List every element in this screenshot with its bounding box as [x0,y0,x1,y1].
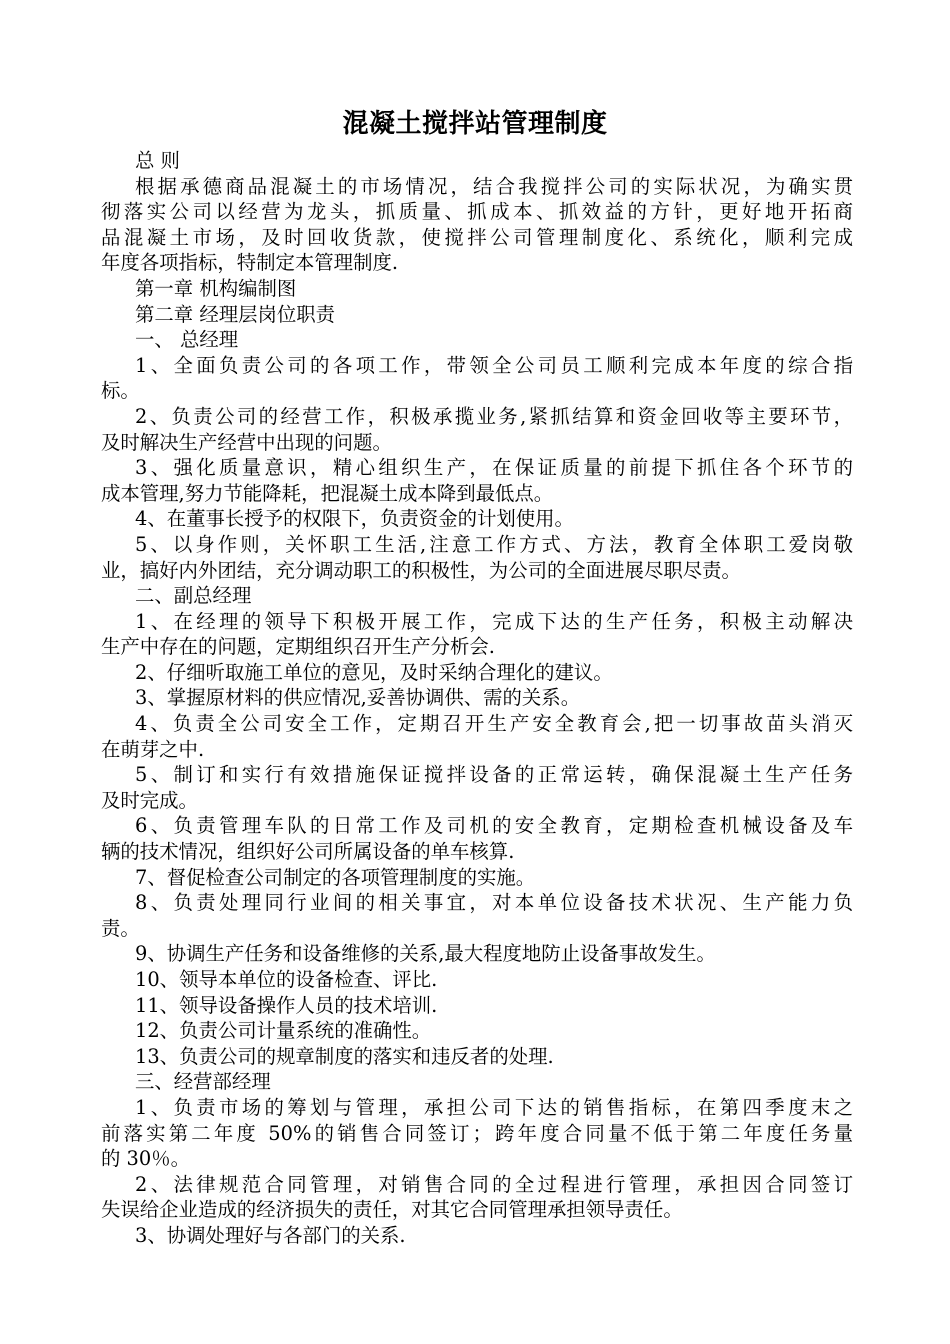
text-line: 一、 总经理 [135,328,239,352]
text-line: 6、负责管理车队的日常工作及司机的安全教育，定期检查机械设备及车 [135,814,853,838]
text-line: 7、督促检查公司制定的各项管理制度的实施。 [135,865,536,889]
text-line: 彻落实公司以经营为龙头，抓质量、抓成本、抓效益的方针，更好地开拓商 [101,200,853,224]
text-line: 2、负责公司的经营工作，积极承揽业务,紧抓结算和资金回收等主要环节， [135,404,853,428]
text-line: 3、协调处理好与各部门的关系. [135,1223,406,1247]
text-line: 三、经营部经理 [135,1070,271,1094]
text-line: 4、负责全公司安全工作，定期召开生产安全教育会,把一切事故苗头消灭 [135,712,853,736]
text-line: 业，搞好内外团结，充分调动职工的积极性，为公司的全面进展尽职尽责。 [101,558,741,582]
text-line: 及时完成。 [101,788,198,812]
text-line: 2、仔细听取施工单位的意见，及时采纳合理化的建议。 [135,660,613,684]
text-line: 责。 [101,916,140,940]
text-line: 品混凝土市场，及时回收货款，使搅拌公司管理制度化、系统化，顺利完成 [101,225,853,249]
text-line: 8、负责处理同行业间的相关事宜，对本单位设备技术状况、生产能力负 [135,891,853,915]
text-line: 成本管理,努力节能降耗，把混凝土成本降到最低点。 [101,481,554,505]
text-line: 1、在经理的领导下积极开展工作，完成下达的生产任务，积极主动解决 [135,609,853,633]
text-line: 1、负责市场的筹划与管理，承担公司下达的销售指标，在第四季度末之 [135,1095,853,1119]
text-line: 前落实第二年度 50%的销售合同签订；跨年度合同量不低于第二年度任务量 [101,1121,853,1145]
text-line: 第一章 机构编制图 [135,276,297,300]
text-line: 3、强化质量意识，精心组织生产，在保证质量的前提下抓住各个环节的 [135,456,853,480]
document-body [101,148,853,1249]
text-line: 年度各项指标，特制定本管理制度. [101,251,399,275]
text-line: 及时解决生产经营中出现的问题。 [101,430,392,454]
text-line: 辆的技术情况，组织好公司所属设备的单车核算. [101,840,515,864]
text-line: 二、副总经理 [135,584,252,608]
text-line: 5、制订和实行有效措施保证搅拌设备的正常运转，确保混凝土生产任务 [135,763,853,787]
text-line: 第二章 经理层岗位职责 [135,302,336,326]
text-line: 9、协调生产任务和设备维修的关系,最大程度地防止设备事故发生。 [135,942,716,966]
text-line: 失误给企业造成的经济损失的责任，对其它合同管理承担领导责任。 [101,1198,683,1222]
text-line: 2、法律规范合同管理，对销售合同的全过程进行管理，承担因合同签订 [135,1172,853,1196]
text-line: 根据承德商品混凝土的市场情况，结合我搅拌公司的实际状况，为确实贯 [135,174,853,198]
text-line: 总 则 [135,149,180,172]
text-line: 生产中存在的问题，定期组织召开生产分析会. [101,635,495,659]
text-line: 标。 [101,379,140,403]
text-line: 5、以身作则，关怀职工生活,注意工作方式、方法，教育全体职工爱岗敬 [135,532,853,556]
text-line: 13、负责公司的规章制度的落实和违反者的处理. [135,1044,554,1068]
text-line: 1、全面负责公司的各项工作，带领全公司员工顺利完成本年度的综合指 [135,353,853,377]
text-line: 在萌芽之中. [101,737,205,761]
text-line: 12、负责公司计量系统的准确性。 [135,1019,432,1043]
text-line: 4、在董事长授予的权限下，负责资金的计划使用。 [135,507,574,531]
document-title: 混凝土搅拌站管理制度 [342,109,608,139]
text-line: 的 30％。 [101,1147,191,1171]
text-line: 11、领导设备操作人员的技术培训. [135,993,438,1017]
text-line: 3、掌握原材料的供应情况,妥善协调供、需的关系。 [135,686,581,710]
text-line: 10、领导本单位的设备检查、评比. [135,968,438,991]
